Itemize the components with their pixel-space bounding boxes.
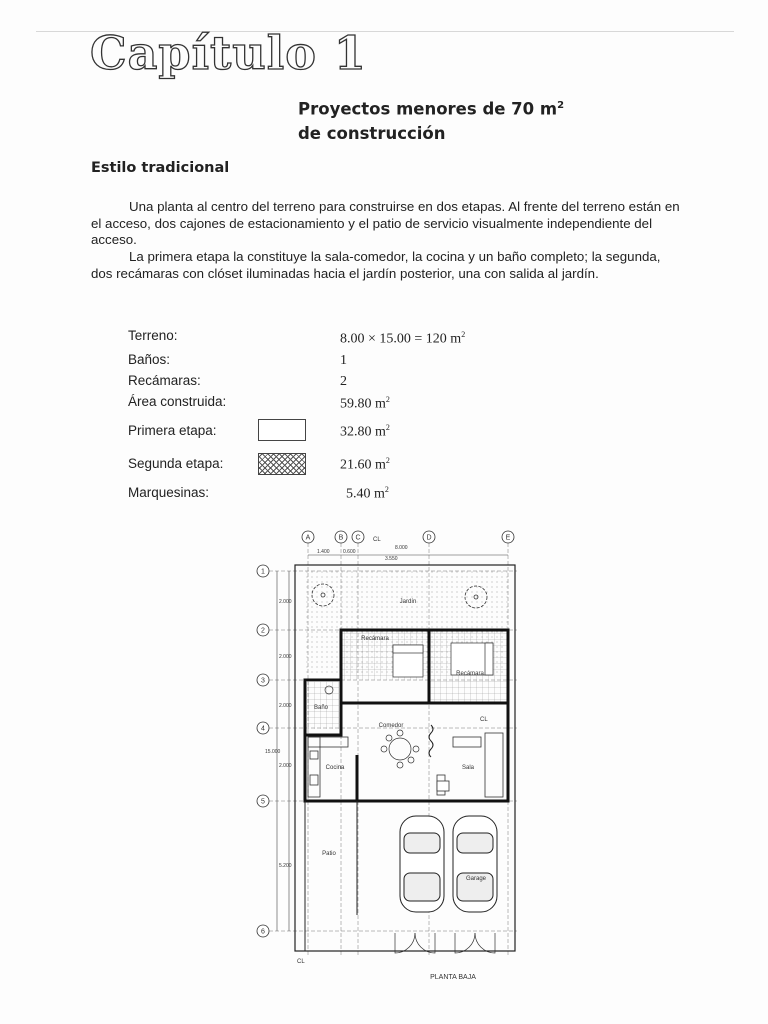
dims-left bbox=[265, 571, 292, 931]
plan-caption: PLANTA BAJA bbox=[430, 974, 476, 981]
partition-screen bbox=[429, 725, 433, 757]
spec-banos-value: 1 bbox=[340, 353, 347, 368]
dim-left-total: 15.000 bbox=[265, 749, 281, 755]
axis-4: 4 bbox=[261, 725, 265, 733]
spec-segunda-value: 21.60 $m^2$ bbox=[340, 456, 390, 473]
axis-e: E bbox=[505, 534, 511, 542]
room-comedor: Comedor bbox=[378, 723, 404, 729]
dim-0600: 0.600 bbox=[343, 549, 356, 555]
dim-left-3: 2.000 bbox=[279, 703, 292, 709]
cars bbox=[400, 816, 497, 912]
heading-line-2: de construcción bbox=[298, 123, 446, 143]
dim-left-4: 2.000 bbox=[279, 763, 292, 769]
spec-primera-label: Primera etapa: bbox=[128, 423, 217, 438]
dim-8000: 8.000 bbox=[395, 545, 408, 551]
axis-3: 3 bbox=[261, 677, 265, 685]
room-cl: CL bbox=[480, 717, 488, 723]
spec-marquesinas-label: Marquesinas: bbox=[128, 485, 210, 500]
spec-recamaras-value: 2 bbox=[340, 374, 347, 389]
spec-terreno-label: Terreno: bbox=[128, 328, 178, 343]
room-bano: Baño bbox=[313, 705, 329, 711]
spec-primera-value: 32.80 $m^2$ bbox=[340, 423, 390, 440]
primera-etapa-swatch bbox=[258, 419, 306, 441]
heading-line-1: Proyectos menores de 70 $m^2$ bbox=[298, 99, 565, 119]
paragraph-2: La primera etapa la constituye la sala-comedor, la cocina y un baño completo; la segunda, dos recámaras con clóset iluminadas hacia el jardín posterior, una con salida al jardín. bbox=[91, 249, 661, 281]
cl-mark-top: CL bbox=[373, 537, 381, 543]
axis-b: B bbox=[338, 534, 344, 542]
dim-1400: 1.400 bbox=[317, 549, 330, 555]
paragraph-1: Una planta al centro del terreno para construirse en dos etapas. Al frente del terreno están en el acceso, dos cajones de estacionamiento y el patio de servicio visualmente independiente del acceso. bbox=[91, 199, 680, 248]
floor-plan bbox=[255, 525, 530, 985]
axis-d: D bbox=[426, 534, 432, 542]
axis-1: 1 bbox=[261, 568, 265, 576]
spec-terreno-value: 8.00 × 15.00 = 120 $m^2$ bbox=[340, 330, 466, 347]
cl-mark-bottom: CL bbox=[297, 959, 305, 965]
heading-superscript: 2 bbox=[557, 100, 565, 111]
dim-left-2: 2.000 bbox=[279, 654, 292, 660]
body-text bbox=[91, 199, 681, 283]
dining-table bbox=[381, 730, 419, 768]
dim-left-1: 2.000 bbox=[279, 599, 292, 605]
axis-a: A bbox=[305, 534, 311, 542]
front-area bbox=[305, 801, 357, 951]
axis-6: 6 bbox=[261, 928, 265, 936]
axis-c: C bbox=[355, 534, 361, 542]
axis-2: 2 bbox=[261, 627, 265, 635]
room-recamara-1: Recámara bbox=[361, 636, 389, 642]
room-recamara-2: Recámara bbox=[456, 671, 484, 677]
room-patio: Patio bbox=[322, 851, 336, 857]
axis-5: 5 bbox=[261, 798, 265, 806]
section-title: Estilo tradicional bbox=[91, 160, 230, 176]
spec-recamaras-label: Recámaras: bbox=[128, 373, 201, 388]
dim-3550: 3.550 bbox=[385, 556, 398, 562]
spec-banos-label: Baños: bbox=[128, 352, 171, 367]
page-heading bbox=[298, 94, 564, 146]
dim-left-5: 5.200 bbox=[279, 863, 292, 869]
chapter-title: Capítulo 1 bbox=[90, 26, 367, 80]
room-jardin: Jardín bbox=[399, 599, 417, 605]
room-sala: Sala bbox=[461, 765, 475, 771]
room-garage: Garage bbox=[465, 876, 487, 882]
axis-bubbles-top bbox=[302, 531, 514, 543]
spec-segunda-label: Segunda etapa: bbox=[128, 456, 224, 471]
spec-area-label: Área construida: bbox=[128, 394, 227, 409]
spec-area-value: 59.80 $m^2$ bbox=[340, 395, 390, 412]
front-gates bbox=[395, 933, 495, 953]
segunda-etapa-swatch bbox=[258, 453, 306, 475]
dims-top bbox=[308, 545, 508, 562]
room-cocina: Cocina bbox=[325, 765, 345, 771]
spec-marquesinas-value: 5.40 $m^2$ bbox=[346, 485, 389, 502]
